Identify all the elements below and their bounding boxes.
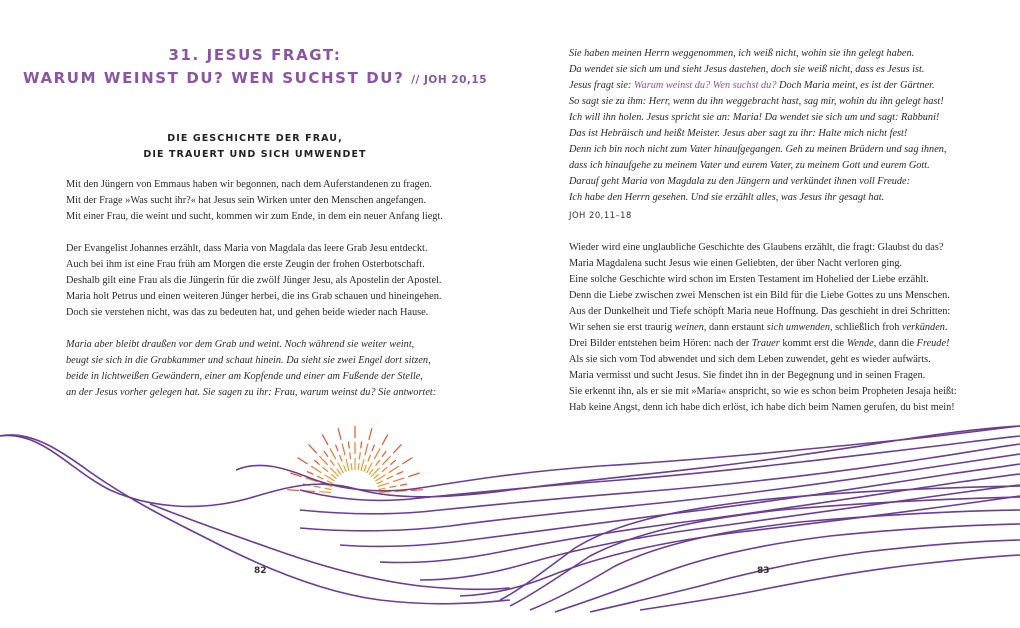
- quote-line: Ich will ihn holen. Jesus spricht sie an: Maria! Da wendet sie sich um und sagt: Rabbuni!: [569, 112, 940, 123]
- paragraph-line: Mit der Frage »Was sucht ihr?« hat Jesus sein Wirken unter den Menschen angefangen.: [66, 195, 426, 206]
- emphasis-text: Freude!: [916, 338, 950, 349]
- emphasis-text: weinen: [674, 322, 704, 333]
- text-run: Wir sehen sie erst traurig: [569, 322, 675, 333]
- subheading-line1: DIE GESCHICHTE DER FRAU,: [167, 133, 343, 144]
- subheading-line2: DIE TRAUERT UND SICH UMWENDET: [143, 149, 367, 160]
- text-run: .: [944, 322, 948, 333]
- quote-line: [569, 79, 935, 93]
- quote-text: Jesus fragt sie:: [569, 80, 634, 91]
- quote-line: an der Jesus vorher gelegen hat. Sie sagen zu ihr: Frau, warum weinst du? Sie antwortet:: [66, 387, 437, 398]
- text-run: Drei Bilder entstehen beim Hören: nach der: [569, 338, 752, 349]
- paragraph-line: Mit einer Frau, die weint und sucht, kommen wir zum Ende, in dem ein neuer Anfang liegt.: [66, 211, 443, 222]
- text-run: , dann erstaunt: [703, 322, 767, 333]
- paragraph-line: Als sie sich vom Tod abwendet und sich dem Leben zuwendet, geht es wieder aufwärts.: [569, 354, 931, 365]
- paragraph-line: [569, 337, 949, 351]
- paragraph-line: Auch bei ihm ist eine Frau früh am Morgen die erste Zeugin der frohen Osterbotschaft.: [66, 259, 425, 270]
- paragraph-line: Sie erkennt ihn, als er sie mit »Maria« anspricht, so wie es schon beim Propheten Jesaja heißt:: [569, 386, 957, 397]
- quote-line: beugt sie sich in die Grabkammer und schaut hinein. Da sieht sie zwei Engel dort sitzen,: [66, 355, 431, 366]
- emphasis-text: verkünden: [902, 322, 945, 333]
- quote-line: Sie haben meinen Herrn weggenommen, ich weiß nicht, wohin sie ihn gelegt haben.: [569, 48, 915, 59]
- emphasis-text: Wende: [846, 338, 874, 349]
- paragraph-line: Eine solche Geschichte wird schon im Ersten Testament im Hohelied der Liebe erzählt.: [569, 274, 929, 285]
- page-number: 82: [254, 566, 267, 576]
- quote-line: Maria aber bleibt draußen vor dem Grab und weint. Noch während sie weiter weint,: [66, 339, 415, 350]
- quote-line: dass ich hinaufgehe zu meinem Vater und eurem Vater, zu meinem Gott und eurem Gott.: [569, 160, 930, 171]
- paragraph-line: [569, 321, 948, 335]
- paragraph-line: Hab keine Angst, denn ich habe dich erlöst, ich habe dich beim Namen gerufen, du bist mein!: [569, 402, 955, 413]
- quote-reference: JOH 20,11–18: [569, 210, 632, 220]
- emphasis-text: Trauer: [751, 338, 780, 349]
- quote-text: Doch Maria meint, es ist der Gärtner.: [776, 80, 935, 91]
- chapter-title-line2: [0, 69, 510, 87]
- paragraph-line: Maria Magdalena sucht Jesus wie einen Geliebten, der über Nacht verloren ging.: [569, 258, 903, 269]
- text-run: , dann die: [873, 338, 917, 349]
- quote-line: Ich habe den Herrn gesehen. Und sie erzählt alles, was Jesus ihr gesagt hat.: [569, 192, 885, 203]
- text-run: kommt erst die: [779, 338, 847, 349]
- paragraph-line: Wieder wird eine unglaubliche Geschichte des Glaubens erzählt, die fragt: Glaubst du das?: [569, 242, 944, 253]
- paragraph-line: Maria holt Petrus und einen weiteren Jünger herbei, die ins Grab schauen und hineingehen.: [66, 291, 442, 302]
- emphasis-text: sich umwenden: [766, 322, 830, 333]
- bible-reference: // JOH 20,15: [411, 74, 488, 86]
- paragraph-line: Aus der Dunkelheit und Tiefe schöpft Maria neue Hoffnung. Das geschieht in drei Schritten:: [569, 306, 951, 317]
- quote-line: Denn ich bin noch nicht zum Vater hinaufgegangen. Geh zu meinen Brüdern und sag ihnen,: [569, 144, 947, 155]
- paragraph-line: Maria vermisst und sucht Jesus. Sie findet ihn in der Begegnung und in seinen Fragen.: [569, 370, 926, 381]
- quote-line: beide in lichtweißen Gewändern, einer am Kopfende und einer am Fußende der Stelle,: [66, 371, 423, 382]
- paragraph-line: Denn die Liebe zwischen zwei Menschen ist ein Bild für die Liebe Gottes zu uns Menschen.: [569, 290, 950, 301]
- paragraph-line: Doch sie verstehen nicht, was das zu bedeuten hat, und gehen beide wieder nach Hause.: [66, 307, 429, 318]
- quote-line: Da wendet sie sich um und sieht Jesus dastehen, doch sie weiß nicht, dass es Jesus ist.: [569, 64, 925, 75]
- chapter-title-line1: 31. JESUS FRAGT:: [168, 46, 342, 64]
- text-run: , schließlich froh: [829, 322, 903, 333]
- page-number: 83: [757, 566, 770, 576]
- paragraph-line: Der Evangelist Johannes erzählt, dass Maria von Magdala das leere Grab Jesu entdeckt.: [66, 243, 428, 254]
- highlighted-question: Warum weinst du? Wen suchst du?: [633, 80, 777, 91]
- quote-line: Darauf geht Maria von Magdala zu den Jüngern und verkündet ihnen voll Freude:: [569, 176, 911, 187]
- quote-line: So sagt sie zu ihm: Herr, wenn du ihn weggebracht hast, sag mir, wohin du ihn gelegt hast!: [569, 96, 944, 107]
- quote-line: Das ist Hebräisch und heißt Meister. Jesus aber sagt zu ihr: Halte mich nicht fest!: [569, 128, 908, 139]
- paragraph-line: Mit den Jüngern von Emmaus haben wir begonnen, nach dem Auferstandenen zu fragen.: [66, 179, 433, 190]
- right-page: [510, 0, 1020, 628]
- paragraph-line: Deshalb gilt eine Frau als die Jüngerin für die zwölf Jünger Jesu, als Apostelin der Apostel.: [66, 275, 442, 286]
- chapter-question: WARUM WEINST DU? WEN SUCHST DU?: [22, 69, 405, 87]
